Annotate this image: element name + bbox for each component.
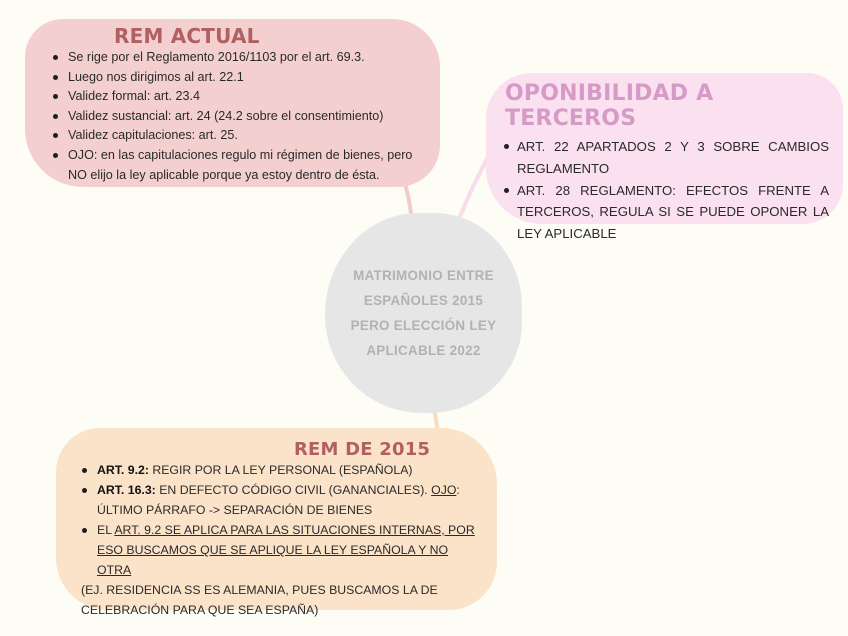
rem-actual-title: REM ACTUAL: [114, 24, 260, 48]
item-text: EL: [97, 523, 115, 537]
list-item: [79, 520, 483, 580]
list-item: Validez formal: art. 23.4: [50, 87, 426, 107]
central-topic-node[interactable]: [325, 213, 522, 413]
list-item: [79, 460, 483, 480]
list-item: Validez sustancial: art. 24 (24.2 sobre el consentimiento): [50, 107, 426, 127]
item-text: REGIR POR LA LEY PERSONAL (ESPAÑOLA): [148, 463, 413, 477]
ojo-underlined: OJO: [431, 483, 457, 497]
list-item: OJO: en las capitulaciones regulo mi régimen de bienes, pero NO elijo la ley aplicable porque ya estoy dentro de ésta.: [50, 146, 426, 185]
oponibilidad-node[interactable]: [486, 73, 843, 242]
rem-2015-list: [79, 460, 483, 580]
article-ref: ART. 16.3:: [97, 483, 156, 497]
rem-actual-node[interactable]: [25, 19, 440, 187]
example-note: (EJ. RESIDENCIA SS ES ALEMANIA, PUES BUSCAMOS LA DE CELEBRACIÓN PARA QUE SEA ESPAÑA): [81, 583, 438, 617]
list-item: ART. 22 APARTADOS 2 Y 3 SOBRE CAMBIOS REGLAMENTO: [501, 136, 829, 180]
list-item: Validez capitulaciones: art. 25.: [50, 126, 426, 146]
rem-2015-node[interactable]: [56, 428, 497, 617]
list-item: ART. 28 REGLAMENTO: EFECTOS FRENTE A TERCEROS, REGULA SI SE PUEDE OPONER LA LEY APLICABLE: [501, 180, 829, 245]
rem-2015-title: REM DE 2015: [294, 439, 431, 460]
underlined-text: ART. 9.2 SE APLICA PARA LAS SITUACIONES INTERNAS, POR ESO BUSCAMOS QUE SE APLIQUE LA LEY ESPAÑOLA Y NO OTRA: [97, 523, 475, 577]
oponibilidad-title: OPONIBILIDAD A TERCEROS: [505, 81, 714, 131]
list-item: [79, 480, 483, 520]
list-item: Luego nos dirigimos al art. 22.1: [50, 68, 426, 88]
rem-actual-list: [50, 48, 426, 185]
central-topic-title: MATRIMONIO ENTRE ESPAÑOLES 2015 PERO ELECCIÓN LEY APLICABLE 2022: [350, 268, 497, 358]
list-item: Se rige por el Reglamento 2016/1103 por el art. 69.3.: [50, 48, 426, 68]
item-text: : ÚLTIMO PÁRRAFO -> SEPARACIÓN DE BIENES: [97, 483, 460, 517]
article-ref: ART. 9.2:: [97, 463, 149, 477]
oponibilidad-list: [501, 136, 829, 245]
item-text: EN DEFECTO CÓDIGO CIVIL (GANANCIALES).: [155, 483, 432, 497]
